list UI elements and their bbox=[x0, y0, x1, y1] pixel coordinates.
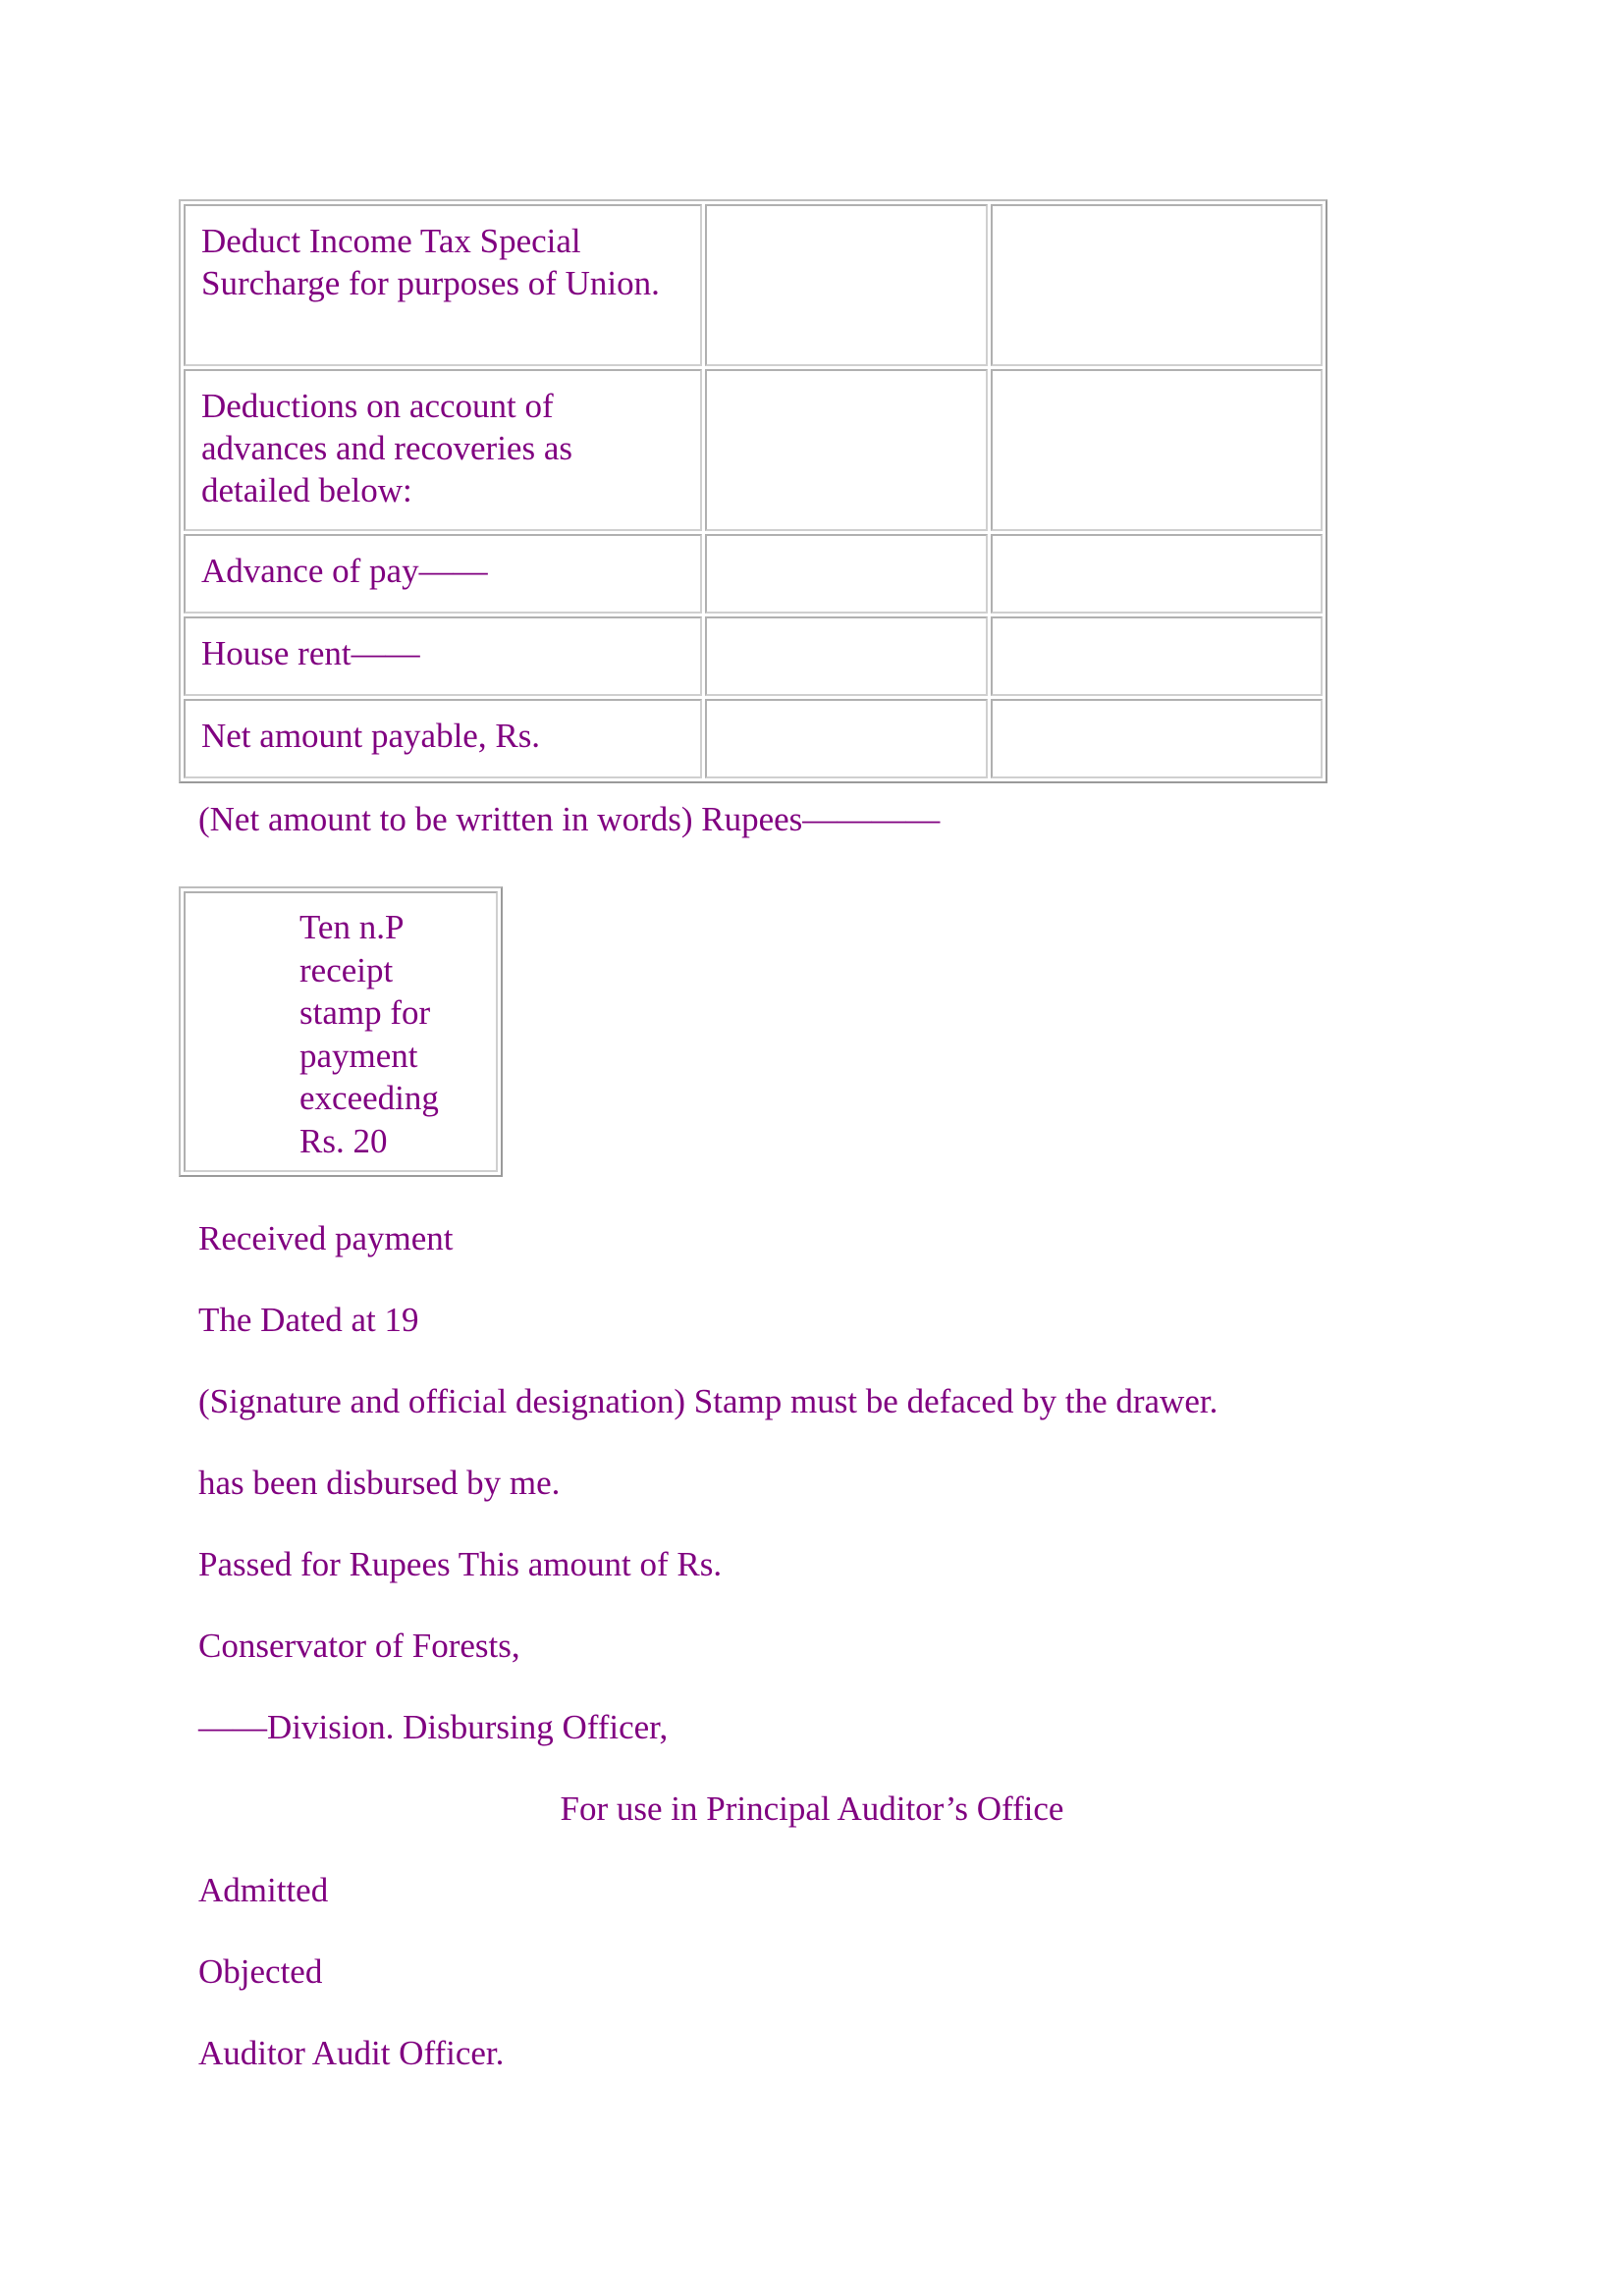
table-row bbox=[184, 204, 1323, 366]
net-amount-words-line: (Net amount to be written in words) Rupees———— bbox=[198, 800, 941, 838]
auditor-office-heading: For use in Principal Auditor’s Office bbox=[560, 1789, 1064, 1828]
amount-cell bbox=[705, 204, 989, 366]
row-label: Deductions on account of advances and recoveries as detailed below: bbox=[184, 369, 702, 531]
amount-cell bbox=[991, 534, 1323, 614]
row-label: Deduct Income Tax Special Surcharge for purposes of Union. bbox=[184, 204, 702, 366]
amount-cell bbox=[991, 369, 1323, 531]
division-line: ——Division. Disbursing Officer, bbox=[198, 1708, 669, 1746]
objected-line: Objected bbox=[198, 1952, 323, 1991]
amount-cell bbox=[705, 616, 989, 696]
received-payment-line: Received payment bbox=[198, 1219, 454, 1257]
table-row bbox=[184, 369, 1323, 531]
receipt-stamp-text: Ten n.P receipt stamp for payment exceeding Rs. 20 bbox=[299, 908, 439, 1160]
row-label: Advance of pay—— bbox=[184, 534, 702, 614]
amount-cell bbox=[991, 699, 1323, 778]
auditor-line: Auditor Audit Officer. bbox=[198, 2034, 505, 2072]
row-label: House rent—— bbox=[184, 616, 702, 696]
passed-for-line: Passed for Rupees This amount of Rs. bbox=[198, 1545, 723, 1583]
table-row bbox=[184, 616, 1323, 696]
dated-at-line: The Dated at 19 bbox=[198, 1301, 419, 1339]
table-row bbox=[184, 534, 1323, 614]
amount-cell bbox=[705, 369, 989, 531]
amount-cell bbox=[705, 699, 989, 778]
conservator-line: Conservator of Forests, bbox=[198, 1627, 520, 1665]
row-label: Net amount payable, Rs. bbox=[184, 699, 702, 778]
table-row bbox=[184, 699, 1323, 778]
receipt-stamp-inner bbox=[184, 891, 498, 1172]
amount-cell bbox=[705, 534, 989, 614]
signature-line: (Signature and official designation) Stamp must be defaced by the drawer. bbox=[198, 1382, 1218, 1420]
amount-cell bbox=[991, 616, 1323, 696]
receipt-stamp-box bbox=[179, 886, 503, 1177]
disbursed-line: has been disbursed by me. bbox=[198, 1464, 561, 1502]
deductions-table bbox=[179, 199, 1327, 783]
admitted-line: Admitted bbox=[198, 1871, 329, 1909]
amount-cell bbox=[991, 204, 1323, 366]
